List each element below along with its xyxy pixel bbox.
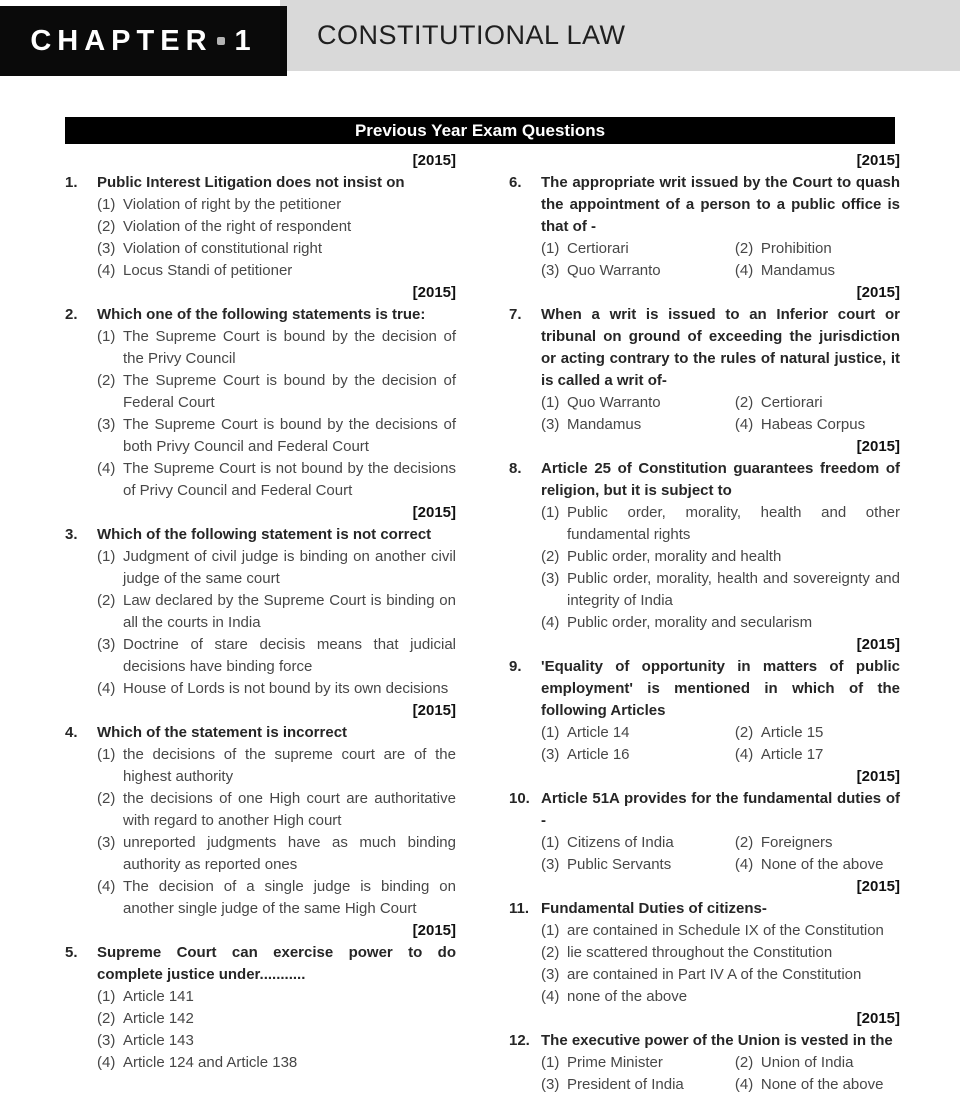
question-text: Fundamental Duties of citizens- — [541, 900, 767, 917]
option-marker: (1) — [97, 196, 116, 213]
question-number: 5. — [65, 944, 78, 961]
option-text: Article 14 — [567, 724, 630, 741]
option — [735, 744, 900, 766]
option-text: The Supreme Court is bound by the decision of the Privy Council — [123, 328, 456, 367]
option — [541, 414, 735, 436]
option — [541, 238, 735, 260]
option-marker: (2) — [97, 592, 116, 609]
option-text: Article 15 — [760, 724, 824, 741]
option-marker: (3) — [541, 746, 560, 763]
question — [504, 172, 900, 282]
question-text: Which one of the following statements is true: — [97, 306, 426, 323]
option — [735, 854, 900, 876]
question-number: 12. — [509, 1032, 530, 1049]
option-text: Violation of constitutional right — [123, 240, 323, 257]
option-marker: (3) — [97, 834, 116, 851]
question-body — [97, 172, 456, 282]
option — [97, 832, 456, 876]
option — [97, 1030, 456, 1052]
option-marker: (4) — [734, 262, 754, 279]
question-body — [541, 172, 900, 282]
option-marker: (4) — [97, 262, 116, 279]
question-number: 6. — [509, 174, 522, 191]
option-text: none of the above — [567, 988, 688, 1005]
option-marker: (2) — [734, 394, 754, 411]
option — [97, 546, 456, 590]
question-text: Article 25 of Constitution guarantees freedom of religion, but it is subject to — [541, 460, 900, 499]
option-marker: (1) — [541, 1054, 560, 1071]
question-body — [97, 304, 456, 502]
options — [541, 722, 900, 766]
option-marker: (4) — [541, 988, 560, 1005]
exam-year-tag: [2015] — [856, 878, 900, 895]
question — [60, 304, 456, 502]
option-marker: (2) — [734, 834, 754, 851]
option-text: Public order, morality, health and other fundamental rights — [567, 504, 900, 543]
option-text: Article 17 — [760, 746, 824, 763]
option — [541, 920, 900, 942]
exam-year-tag: [2015] — [412, 284, 456, 301]
question-number: 7. — [509, 306, 522, 323]
question-text: Which of the statement is incorrect — [97, 724, 348, 741]
option — [97, 634, 456, 678]
question — [504, 898, 900, 1008]
question-text: Supreme Court can exercise power to do complete justice under........... — [97, 944, 456, 983]
options — [541, 920, 900, 1008]
question-text: Article 51A provides for the fundamental duties of - — [541, 790, 900, 829]
question-body — [541, 1030, 900, 1096]
question — [60, 172, 456, 282]
option — [541, 722, 735, 744]
option-marker: (3) — [541, 416, 560, 433]
option — [541, 568, 900, 612]
question — [504, 304, 900, 436]
option-marker: (1) — [541, 240, 560, 257]
option-text: House of Lords is not bound by its own decisions — [123, 680, 449, 697]
question-number: 3. — [65, 526, 78, 543]
option-marker: (3) — [97, 1032, 116, 1049]
question — [60, 722, 456, 920]
option-text: Violation of the right of respondent — [123, 218, 352, 235]
option — [735, 414, 900, 436]
question-number: 9. — [509, 658, 522, 675]
option-marker: (3) — [541, 1076, 560, 1093]
options — [541, 502, 900, 634]
option — [97, 216, 456, 238]
option-marker: (2) — [734, 240, 754, 257]
option — [541, 1052, 735, 1074]
question-number: 8. — [509, 460, 522, 477]
option-text: are contained in Schedule IX of the Constitution — [567, 922, 884, 939]
option-text: President of India — [567, 1076, 684, 1093]
option — [97, 1008, 456, 1030]
option-marker: (1) — [97, 548, 116, 565]
exam-year-tag: [2015] — [856, 768, 900, 785]
options — [541, 238, 900, 282]
option-marker: (1) — [541, 394, 560, 411]
question — [504, 458, 900, 634]
option-text: Foreigners — [760, 834, 833, 851]
option — [97, 744, 456, 788]
option-marker: (4) — [97, 460, 116, 477]
option-marker: (4) — [97, 680, 116, 697]
option-text: Prohibition — [760, 240, 832, 257]
option-marker: (1) — [541, 834, 560, 851]
option — [97, 788, 456, 832]
option-text: the decisions of one High court are authoritative with regard to another High court — [123, 790, 456, 829]
option — [97, 590, 456, 634]
option — [97, 194, 456, 216]
option-marker: (4) — [97, 878, 116, 895]
question-body — [541, 788, 900, 876]
options — [97, 326, 456, 502]
question-text: The executive power of the Union is vested in the — [541, 1032, 893, 1049]
exam-year-tag: [2015] — [856, 438, 900, 455]
question-body — [97, 524, 456, 700]
option-text: Judgment of civil judge is binding on another civil judge of the same court — [123, 548, 456, 587]
question-body — [541, 458, 900, 634]
question — [60, 942, 456, 1074]
chapter-title-band — [280, 0, 960, 71]
option — [97, 458, 456, 502]
question-number: 10. — [509, 790, 530, 807]
option — [541, 546, 900, 568]
option-marker: (2) — [97, 1010, 116, 1027]
option-text: Article 143 — [123, 1032, 194, 1049]
option — [541, 964, 900, 986]
question-number: 4. — [65, 724, 78, 741]
option — [97, 260, 456, 282]
option-marker: (4) — [734, 746, 754, 763]
option — [97, 876, 456, 920]
option-marker: (2) — [734, 1054, 754, 1071]
option-text: None of the above — [760, 1076, 884, 1093]
options — [541, 392, 900, 436]
exam-year-tag: [2015] — [856, 152, 900, 169]
option-text: Quo Warranto — [567, 394, 661, 411]
question-body — [541, 898, 900, 1008]
question-text: The appropriate writ issued by the Court to quash the appointment of a person to a public office is that of - — [541, 174, 900, 235]
option-marker: (2) — [734, 724, 754, 741]
option-text: lie scattered throughout the Constitution — [567, 944, 833, 961]
option-text: Article 124 and Article 138 — [123, 1054, 298, 1071]
option-text: Article 141 — [123, 988, 194, 1005]
chapter-number: 1 — [234, 24, 257, 57]
option-text: Citizens of India — [567, 834, 674, 851]
option — [541, 854, 735, 876]
section-bar-title: Previous Year Exam Questions — [354, 120, 606, 140]
option-marker: (2) — [97, 372, 116, 389]
option-text: The Supreme Court is not bound by the decisions of Privy Council and Federal Court — [123, 460, 456, 499]
option-text: The decision of a single judge is binding on another single judge of the same High Court — [123, 878, 456, 917]
option — [541, 392, 735, 414]
option-text: Doctrine of stare decisis means that judicial decisions have binding force — [123, 636, 456, 675]
option — [541, 502, 900, 546]
question — [60, 524, 456, 700]
option-marker: (2) — [97, 790, 116, 807]
exam-year-tag: [2015] — [412, 922, 456, 939]
option-text: Public order, morality, health and sovereignty and integrity of India — [567, 570, 900, 609]
option-text: are contained in Part IV A of the Constitution — [567, 966, 862, 983]
option-text: Public order, morality and secularism — [567, 614, 813, 631]
option-text: Article 16 — [567, 746, 630, 763]
option — [541, 832, 735, 854]
option — [735, 832, 900, 854]
question-text: 'Equality of opportunity in matters of public employment' is mentioned in which of the following Articles — [541, 658, 900, 719]
option-text: Public Servants — [567, 856, 672, 873]
right-column — [504, 150, 900, 1096]
option — [541, 986, 900, 1008]
question-body — [97, 942, 456, 1074]
option-marker: (1) — [97, 988, 116, 1005]
option — [541, 744, 735, 766]
option-text: Mandamus — [760, 262, 836, 279]
option-text: Public order, morality and health — [567, 548, 782, 565]
exam-year-tag: [2015] — [856, 1010, 900, 1027]
option-text: Mandamus — [567, 416, 642, 433]
option — [97, 370, 456, 414]
option — [541, 942, 900, 964]
option-text: Union of India — [760, 1054, 854, 1071]
option-marker: (1) — [541, 724, 560, 741]
exam-year-tag: [2015] — [856, 636, 900, 653]
option — [735, 260, 900, 282]
exam-year-tag: [2015] — [412, 702, 456, 719]
option-marker: (4) — [734, 416, 754, 433]
option-marker: (1) — [97, 328, 116, 345]
option-marker: (3) — [97, 240, 116, 257]
question-number: 2. — [65, 306, 78, 323]
options — [97, 546, 456, 700]
option — [97, 238, 456, 260]
question — [504, 656, 900, 766]
section-bar — [65, 117, 895, 144]
option-text: The Supreme Court is bound by the decision of Federal Court — [123, 372, 456, 411]
option-marker: (3) — [97, 636, 116, 653]
option-text: unreported judgments have as much binding authority as reported ones — [123, 834, 456, 873]
option-marker: (1) — [541, 504, 560, 521]
option — [97, 678, 456, 700]
chapter-number-box — [0, 6, 287, 76]
option-text: Prime Minister — [567, 1054, 663, 1071]
left-column — [60, 150, 456, 1096]
option-text: Article 142 — [123, 1010, 194, 1027]
option-marker: (4) — [97, 1054, 116, 1071]
options — [97, 194, 456, 282]
option — [735, 1052, 900, 1074]
option-marker: (3) — [97, 416, 116, 433]
option-marker: (3) — [541, 570, 560, 587]
question-text: Public Interest Litigation does not insist on — [97, 174, 405, 191]
option-marker: (2) — [541, 944, 560, 961]
option-text: The Supreme Court is bound by the decisions of both Privy Council and Federal Court — [123, 416, 456, 455]
option-marker: (3) — [541, 856, 560, 873]
option-text: Violation of right by the petitioner — [123, 196, 342, 213]
option-marker: (2) — [97, 218, 116, 235]
option — [541, 260, 735, 282]
option — [735, 392, 900, 414]
option — [97, 986, 456, 1008]
chapter-separator-dot-icon — [217, 37, 225, 45]
options — [541, 1052, 900, 1096]
option — [735, 238, 900, 260]
option-text: Law declared by the Supreme Court is binding on all the courts in India — [123, 592, 456, 631]
option — [541, 1074, 735, 1096]
exam-year-tag: [2015] — [412, 152, 456, 169]
question-text: Which of the following statement is not correct — [97, 526, 432, 543]
option-marker: (4) — [541, 614, 560, 631]
option — [97, 1052, 456, 1074]
exam-year-tag: [2015] — [412, 504, 456, 521]
exam-year-tag: [2015] — [856, 284, 900, 301]
option-text: None of the above — [760, 856, 884, 873]
option-marker: (1) — [97, 746, 116, 763]
options — [541, 832, 900, 876]
option-text: Certiorari — [567, 240, 629, 257]
option-text: Habeas Corpus — [760, 416, 866, 433]
option-text: Certiorari — [760, 394, 823, 411]
chapter-label: CHAPTER — [30, 24, 213, 57]
chapter-title: CONSTITUTIONAL LAW — [317, 20, 626, 50]
question-body — [541, 656, 900, 766]
question-body — [97, 722, 456, 920]
options — [97, 986, 456, 1074]
question-text: When a writ is issued to an Inferior court or tribunal on ground of exceeding the jurisdiction or acting contrary to the rules of natural justice, it is called a writ of- — [541, 306, 900, 389]
question — [504, 1030, 900, 1096]
option — [735, 1074, 900, 1096]
question-number: 1. — [65, 174, 78, 191]
option-marker: (4) — [734, 856, 754, 873]
question-number: 11. — [509, 900, 530, 917]
option — [541, 612, 900, 634]
option — [97, 414, 456, 458]
option-marker: (3) — [541, 262, 560, 279]
question-body — [541, 304, 900, 436]
option-text: Locus Standi of petitioner — [123, 262, 293, 279]
option-marker: (4) — [734, 1076, 754, 1093]
option-text: the decisions of the supreme court are of the highest authority — [123, 746, 456, 785]
questions-area — [60, 150, 900, 1096]
question — [504, 788, 900, 876]
option — [97, 326, 456, 370]
option-marker: (1) — [541, 922, 560, 939]
options — [97, 744, 456, 920]
option-marker: (2) — [541, 548, 560, 565]
option — [735, 722, 900, 744]
option-marker: (3) — [541, 966, 560, 983]
option-text: Quo Warranto — [567, 262, 661, 279]
